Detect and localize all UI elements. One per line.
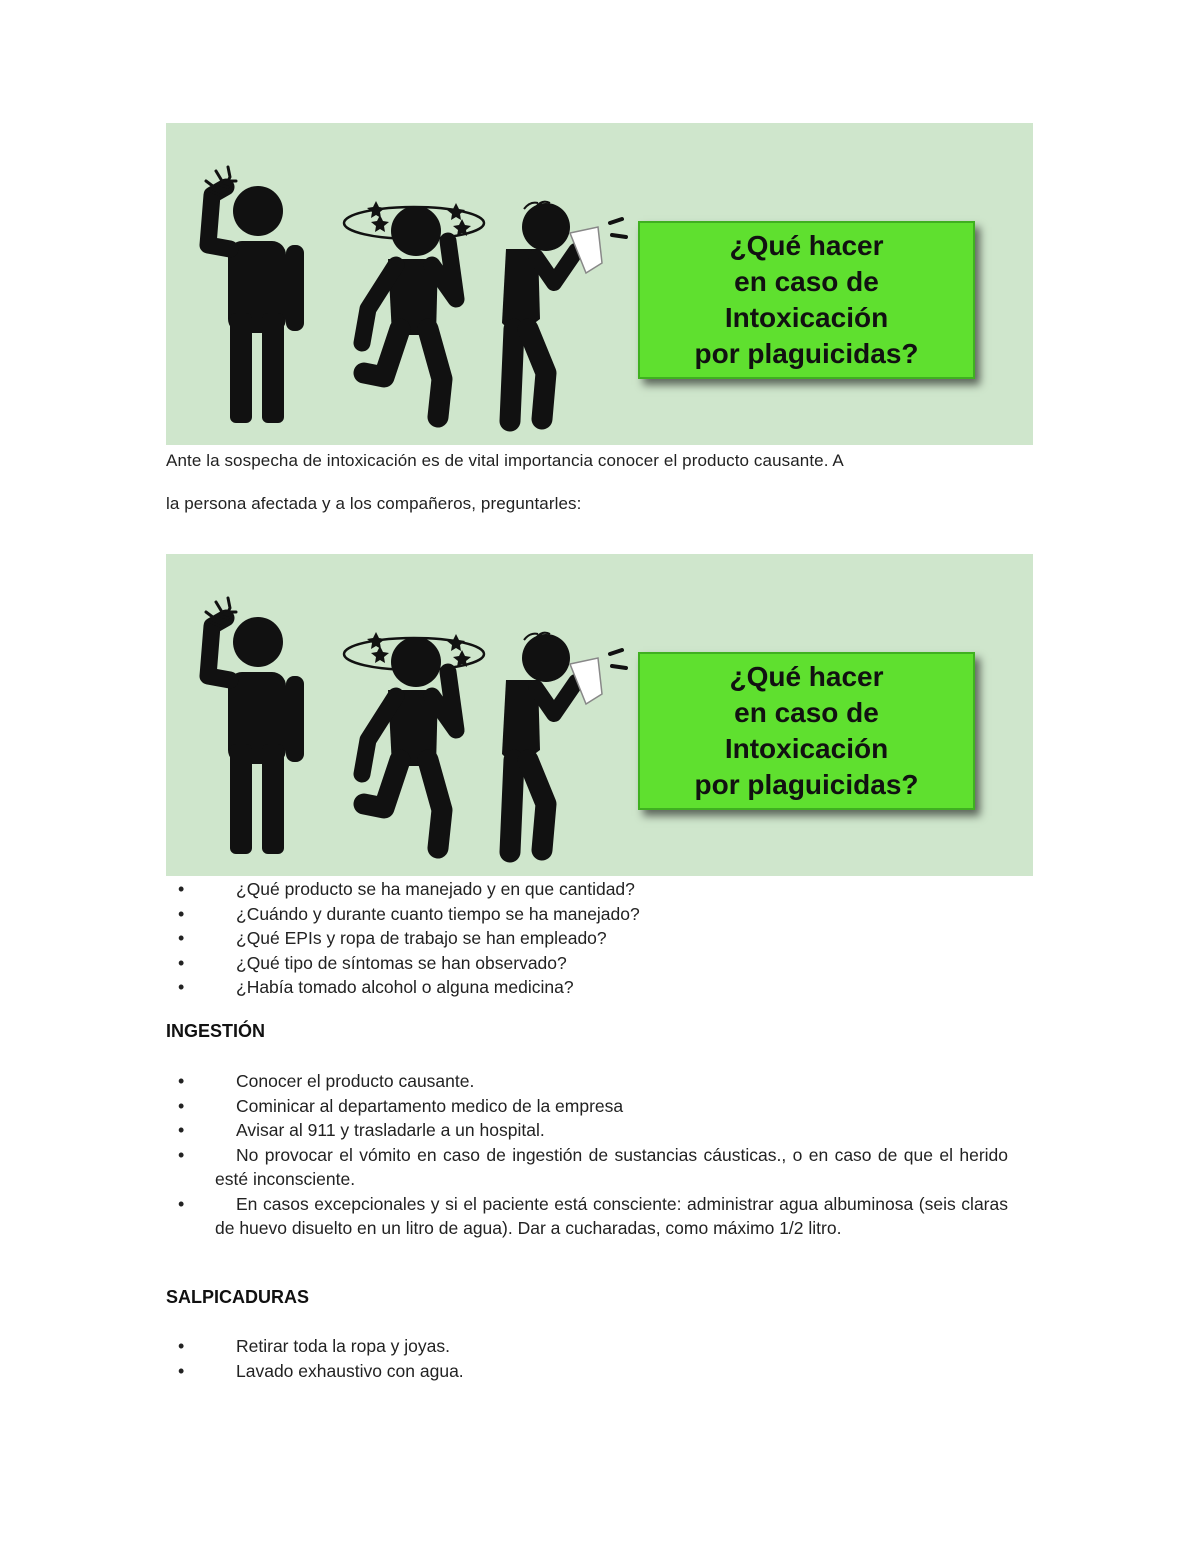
banner-line-4: por plaguicidas?: [694, 769, 919, 800]
bullet-icon: •: [178, 1120, 185, 1140]
list-item: • En casos excepcionales y si el paciente está consciente: administrar agua albuminosa (seis claras de huevo disuelto en un litro de agua). Dar a cucharadas, como máximo 1/2 litro.: [178, 1193, 1008, 1238]
banner-line-3: Intoxicación: [724, 302, 889, 333]
banner-line-1: ¿Qué hacer: [729, 230, 884, 261]
salpicaduras-heading: SALPICADURAS: [166, 1287, 310, 1307]
list-item: • Conocer el producto causante.: [166, 1069, 1008, 1094]
bullet-icon: •: [178, 1360, 185, 1381]
banner-line-2: en caso de: [734, 697, 879, 728]
list-item: • ¿Cuándo y durante cuanto tiempo se ha manejado?: [166, 902, 1008, 927]
list-item: • ¿Qué EPIs y ropa de trabajo se han empleado?: [166, 926, 1008, 951]
banner-callout: [638, 652, 975, 810]
list-item: • Retirar toda la ropa y joyas.: [166, 1334, 1008, 1359]
list-item: • ¿Qué tipo de síntomas se han observado?: [166, 951, 1008, 976]
banner-line-2: en caso de: [734, 266, 879, 297]
banner-callout: [638, 221, 975, 379]
banner-image: [166, 123, 1033, 445]
list-item: • ¿Había tomado alcohol o alguna medicina?: [166, 975, 1008, 1000]
bullet-icon: •: [178, 977, 185, 997]
bullet-icon: •: [178, 1336, 185, 1356]
list-item: • ¿Qué producto se ha manejado y en que cantidad?: [166, 877, 1008, 902]
list-item: • Avisar al 911 y trasladarle a un hospital.: [166, 1118, 1008, 1143]
bullet-icon: •: [178, 903, 185, 924]
intoxicated-figures-icon: [166, 123, 646, 445]
intoxicated-figures-icon: [166, 554, 646, 876]
bullet-icon: •: [178, 1144, 185, 1165]
list-item: • Cominicar al departamento medico de la empresa: [166, 1094, 1008, 1119]
banner-image: [166, 554, 1033, 876]
bullet-icon: •: [178, 879, 185, 899]
bullet-icon: •: [178, 1095, 185, 1116]
list-item: • No provocar el vómito en caso de ingestión de sustancias cáusticas., o en caso de que el herido esté inconsciente.: [178, 1144, 1008, 1189]
bullet-icon: •: [178, 1193, 185, 1214]
ingestion-list: [166, 1069, 1008, 1241]
bullet-icon: •: [178, 952, 185, 973]
intro-line-2: la persona afectada y a los compañeros, preguntarles:: [166, 494, 582, 513]
banner-line-1: ¿Qué hacer: [729, 661, 884, 692]
salpicaduras-list: [166, 1334, 1008, 1383]
intro-line-1: Ante la sospecha de intoxicación es de vital importancia conocer el producto causante. A: [166, 451, 844, 470]
banner-line-3: Intoxicación: [724, 733, 889, 764]
banner-line-4: por plaguicidas?: [694, 338, 919, 369]
bullet-icon: •: [178, 1071, 185, 1091]
ingestion-heading: INGESTIÓN: [166, 1021, 266, 1041]
questions-list: [166, 877, 1008, 1000]
list-item: • Lavado exhaustivo con agua.: [166, 1359, 1008, 1384]
bullet-icon: •: [178, 928, 185, 948]
